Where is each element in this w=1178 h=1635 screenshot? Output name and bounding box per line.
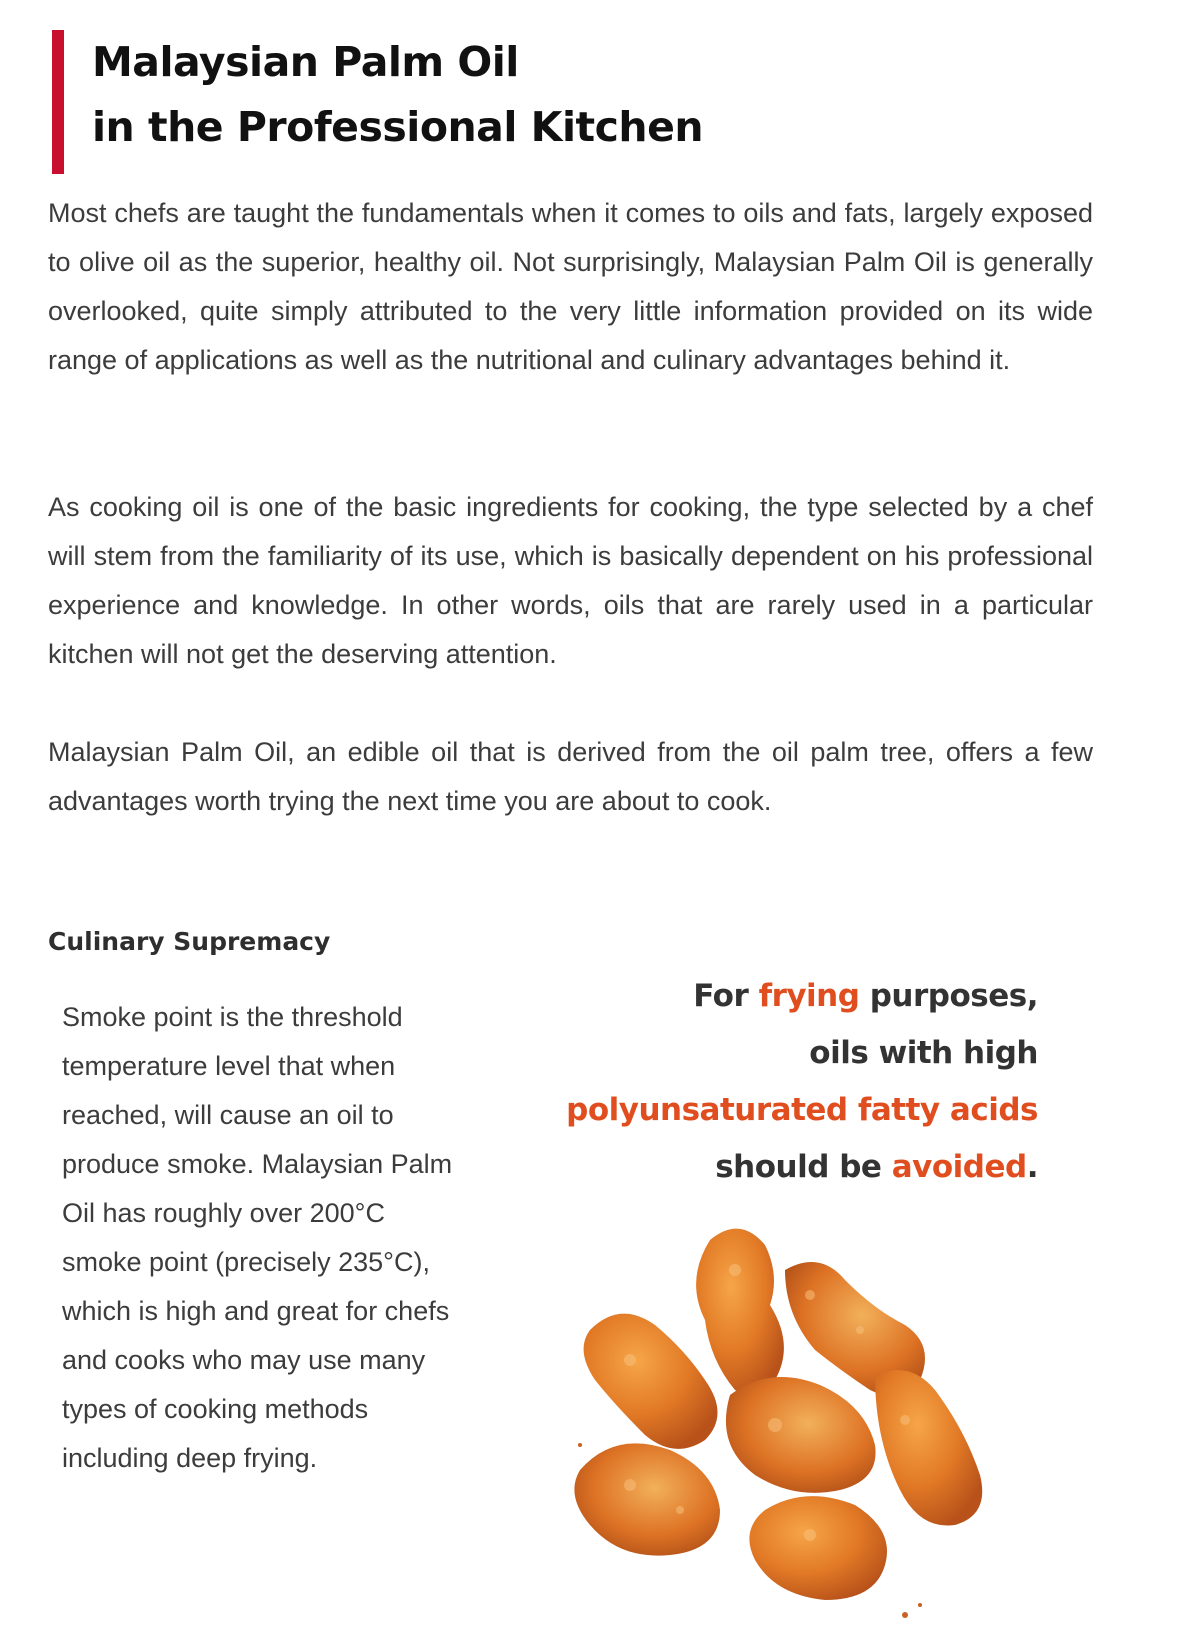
callout-text: should be bbox=[715, 1149, 892, 1185]
callout-line-3-highlight: polyunsaturated fatty acids bbox=[566, 1092, 1038, 1128]
section-heading: Culinary Supremacy bbox=[48, 927, 331, 956]
page-title bbox=[92, 30, 703, 160]
title-accent-bar bbox=[52, 30, 64, 174]
fried-chicken-illustration bbox=[560, 1210, 1030, 1630]
chicken-wing bbox=[584, 1314, 718, 1449]
chicken-wing bbox=[726, 1377, 876, 1493]
title-line-2: in the Professional Kitchen bbox=[92, 103, 704, 151]
intro-paragraph: Most chefs are taught the fundamentals when it comes to oils and fats, largely exposed to olive oil as the superior, healthy oil. Not surprisingly, Malaysian Palm Oil is generally overlooked, quite simply attributed to the very little information provided on its wide range of applications as well as the nutritional and culinary advantages behind it. bbox=[48, 198, 1093, 375]
callout-text: purposes, bbox=[859, 978, 1038, 1014]
title-line-1: Malaysian Palm Oil bbox=[92, 38, 519, 86]
callout-line-4 bbox=[566, 1139, 1038, 1196]
callout-highlight-avoided: avoided bbox=[891, 1149, 1027, 1185]
callout-line-1 bbox=[566, 968, 1038, 1025]
advantages-paragraph: Malaysian Palm Oil, an edible oil that is derived from the oil palm tree, offers a few advantages worth trying the next time you are about to cook. bbox=[48, 737, 1093, 816]
smoke-point-text: Smoke point is the threshold temperature level that when reached, will cause an oil to produce smoke. Malaysian Palm Oil has roughly over 200°C smoke point (precisely 235°C), which is high and great for chefs and cooks who may use many types of cooking methods including deep frying. bbox=[62, 1002, 453, 1473]
chicken-wing bbox=[875, 1370, 982, 1526]
cooking-oil-paragraph: As cooking oil is one of the basic ingredients for cooking, the type selected by a chef will stem from the familiarity of its use, which is basically dependent on his professional experience and knowledge. In other words, oils that are rarely used in a particular kitchen will not get the deserving attention. bbox=[48, 492, 1093, 669]
callout-text: . bbox=[1026, 1149, 1038, 1185]
chicken-wing bbox=[574, 1443, 720, 1555]
callout-line-2: oils with high bbox=[809, 1035, 1038, 1071]
callout-text: For bbox=[693, 978, 759, 1014]
chicken-wing bbox=[696, 1229, 784, 1396]
frying-callout bbox=[566, 968, 1038, 1196]
callout-highlight-frying: frying bbox=[758, 978, 860, 1014]
chicken-wing bbox=[749, 1496, 887, 1600]
